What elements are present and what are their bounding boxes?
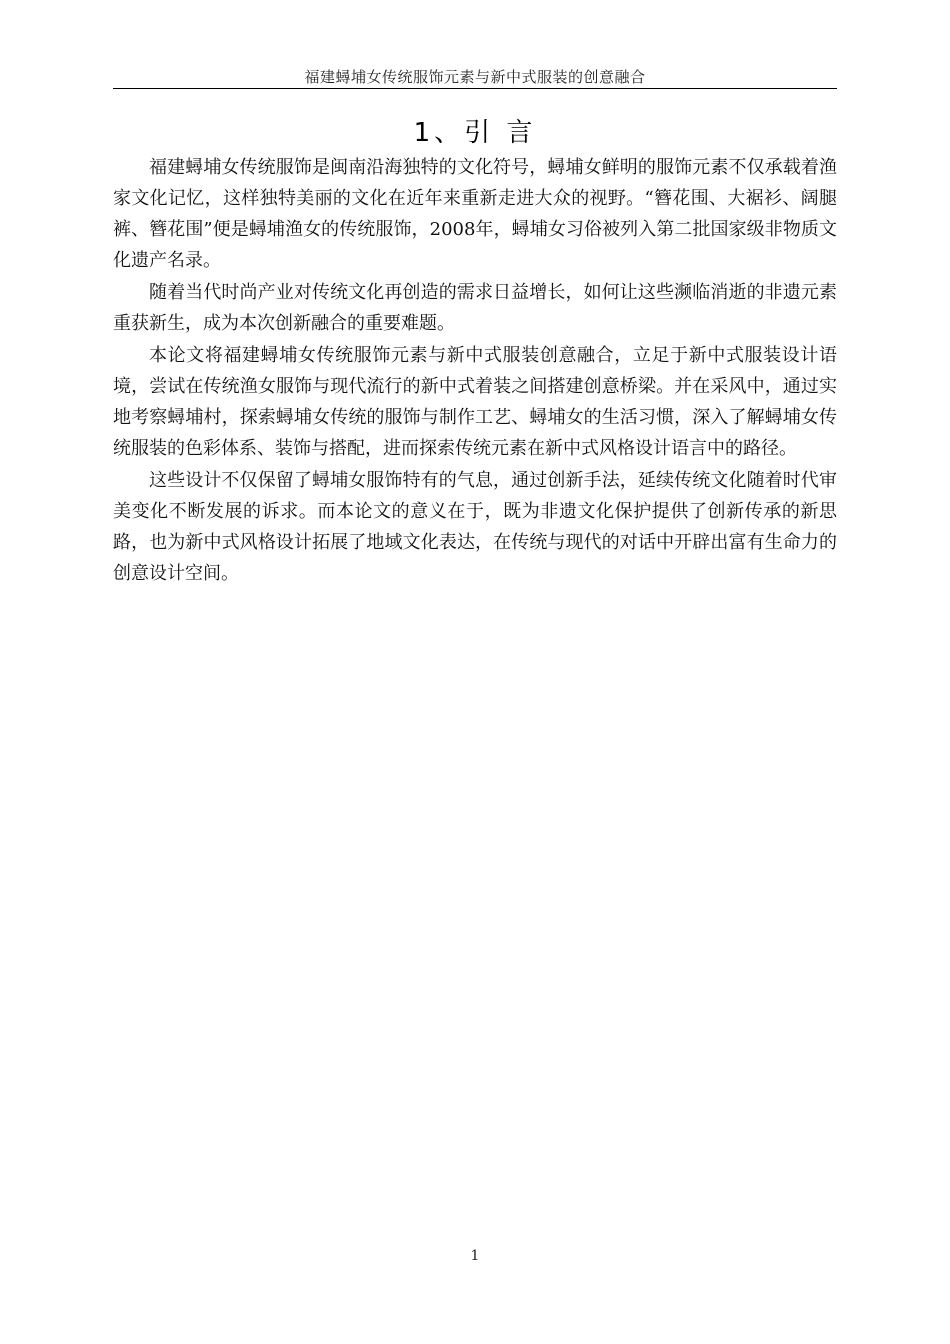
page-number: 1 xyxy=(470,1248,480,1264)
paragraph-4: 这些设计不仅保留了蟳埔女服饰特有的气息，通过创新手法，延续传统文化随着时代审美变化不断发展的诉求。而本论文的意义在于，既为非遗文化保护提供了创新传承的新思路，也为新中式风格设计拓展了地域文化表达，在传统与现代的对话中开辟出富有生命力的创意设计空间。 xyxy=(113,470,837,584)
section-title: 1、引 言 xyxy=(413,118,537,148)
body-text xyxy=(113,152,837,590)
paragraph-1: 福建蟳埔女传统服饰是闽南沿海独特的文化符号，蟳埔女鲜明的服饰元素不仅承载着渔家文化记忆，这样独特美丽的文化在近年来重新走进大众的视野。“簪花围、大裾衫、阔腿裤、簪花围”便是蟳埔渔女的传统服饰，2008年，蟳埔女习俗被列入第二批国家级非物质文化遗产名录。 xyxy=(113,157,837,271)
paragraph-2: 随着当代时尚产业对传统文化再创造的需求日益增长，如何让这些濒临消逝的非遗元素重获新生，成为本次创新融合的重要难题。 xyxy=(113,282,837,334)
paragraph-3: 本论文将福建蟳埔女传统服饰元素与新中式服装创意融合，立足于新中式服装设计语境，尝试在传统渔女服饰与现代流行的新中式着装之间搭建创意桥梁。并在采风中，通过实地考察蟳埔村，探索蟳埔女传统的服饰与制作工艺、蟳埔女的生活习惯，深入了解蟳埔女传统服装的色彩体系、装饰与搭配，进而探索传统元素在新中式风格设计语言中的路径。 xyxy=(113,345,837,459)
running-header: 福建蟳埔女传统服饰元素与新中式服装的创意融合 xyxy=(304,68,646,86)
header-divider xyxy=(113,88,837,89)
